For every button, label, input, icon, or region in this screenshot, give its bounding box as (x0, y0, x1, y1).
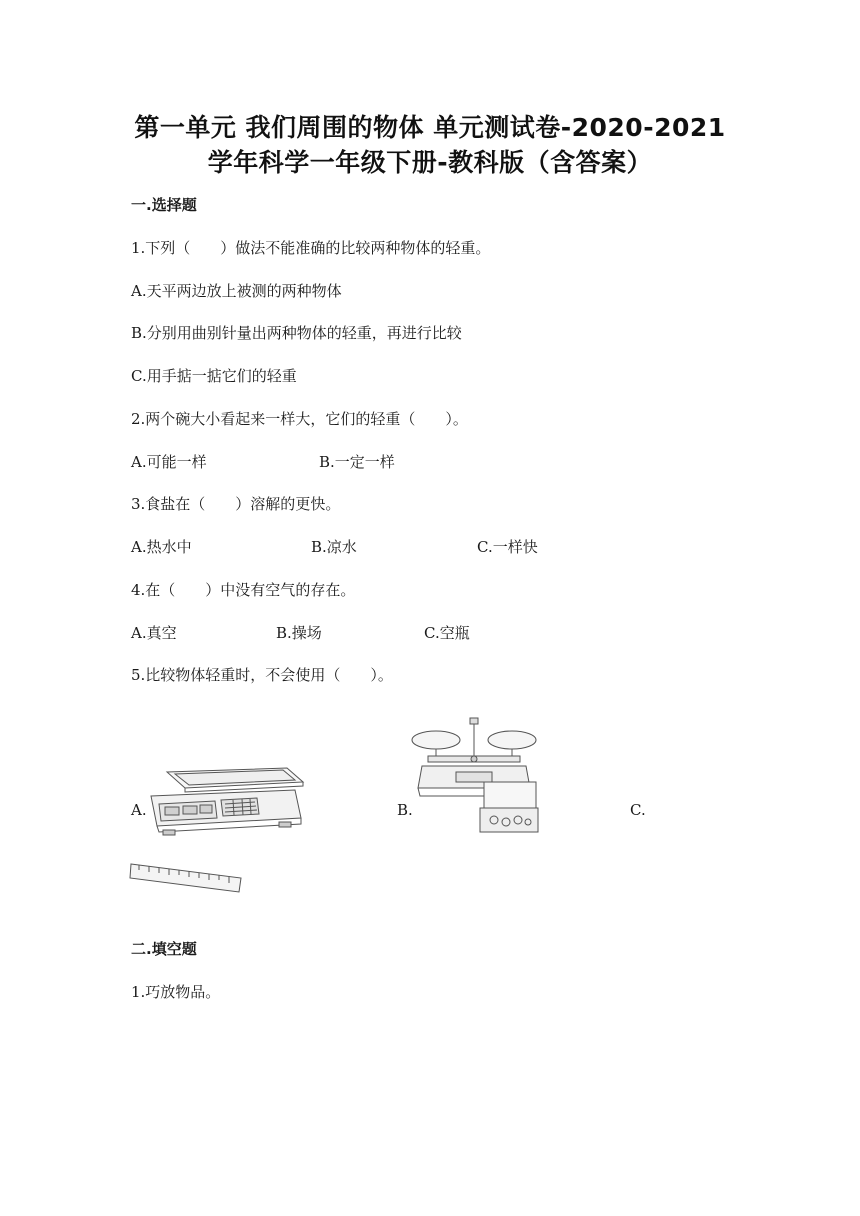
question-5-option-c: C. (630, 801, 646, 819)
page-title-line-2: 学年科学一年级下册-教科版（含答案） (207, 148, 653, 177)
question-1-option-b: B.分别用曲别针量出两种物体的轻重，再进行比较 (131, 324, 462, 342)
question-3-option-b: B.凉水 (311, 538, 357, 556)
question-2-stem: 2.两个碗大小看起来一样大，它们的轻重（ ）。 (131, 410, 468, 428)
ruler-icon (129, 860, 243, 896)
section-fill-heading: 二.填空题 (131, 940, 197, 958)
question-4-stem: 4.在（ ）中没有空气的存在。 (131, 581, 356, 599)
question-5-option-b: B. (397, 801, 413, 819)
section-choice-heading: 一.选择题 (131, 196, 197, 214)
question-4-option-c: C.空瓶 (424, 624, 470, 642)
question-5-option-a: A. (131, 801, 147, 819)
question-1-option-a: A.天平两边放上被测的两种物体 (131, 282, 342, 300)
question-3-option-a: A.热水中 (131, 538, 192, 556)
question-4-option-b: B.操场 (276, 624, 322, 642)
page-title-line-1: 第一单元 我们周围的物体 单元测试卷-2020-2021 (134, 113, 726, 142)
electronic-scale-icon (145, 760, 310, 838)
question-3-stem: 3.食盐在（ ）溶解的更快。 (131, 495, 341, 513)
balance-scale-icon (410, 716, 540, 841)
question-4-option-a: A.真空 (131, 624, 177, 642)
fill-question-1-stem: 1.巧放物品。 (131, 983, 221, 1001)
question-2-option-b: B.一定一样 (319, 453, 395, 471)
question-3-option-c: C.一样快 (477, 538, 538, 556)
question-2-option-a: A.可能一样 (131, 453, 207, 471)
question-1-stem: 1.下列（ ）做法不能准确的比较两种物体的轻重。 (131, 239, 491, 257)
question-1-option-c: C.用手掂一掂它们的轻重 (131, 367, 297, 385)
question-5-stem: 5.比较物体轻重时，不会使用（ ）。 (131, 666, 393, 684)
